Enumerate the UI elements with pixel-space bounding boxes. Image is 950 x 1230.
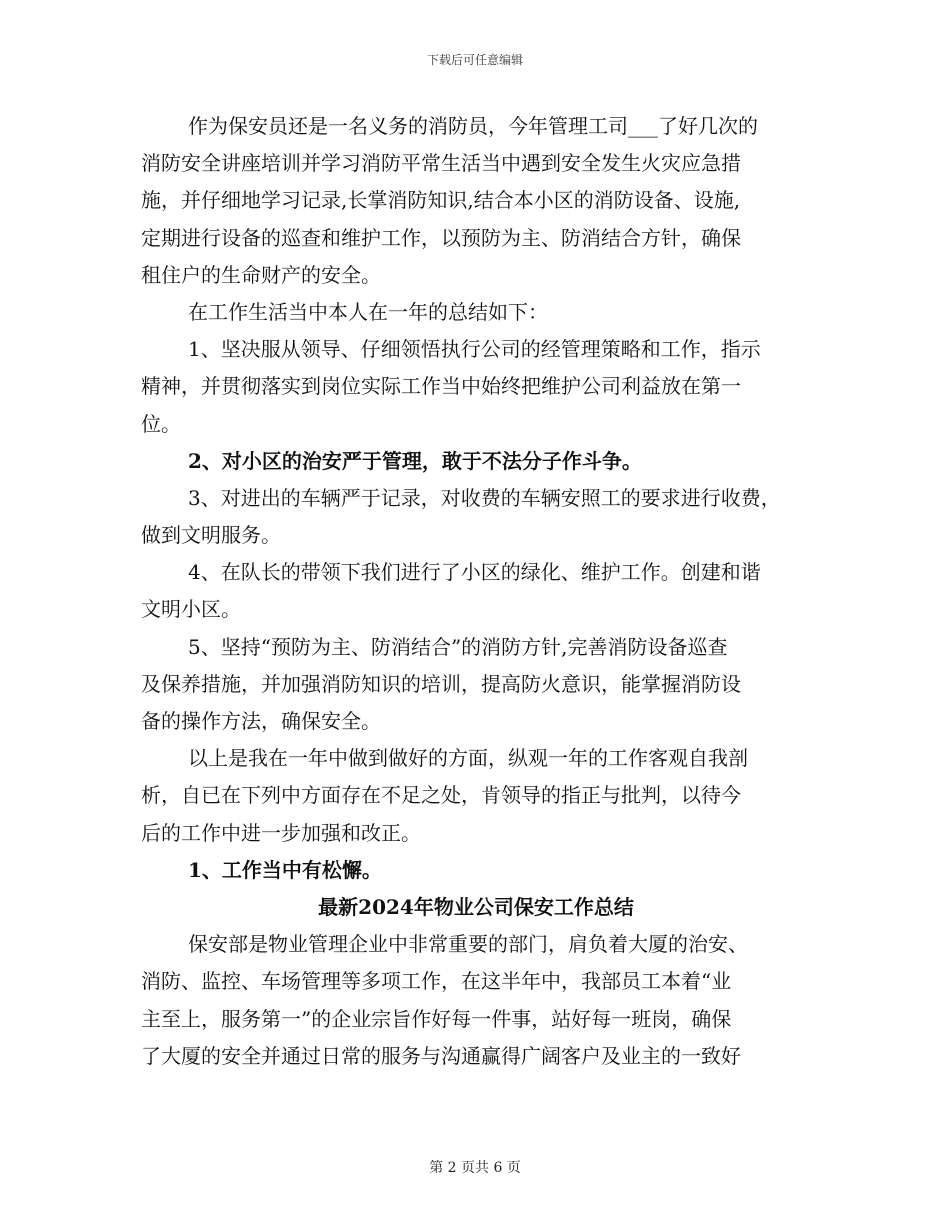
page-header: 下载后可任意编辑 bbox=[426, 53, 523, 67]
list-item-bold: 2、对小区的治安严于管理，敢于不法分子作斗争。 bbox=[188, 448, 642, 473]
paragraph-line: 消防安全讲座培训并学习消防平常生活当中遇到安全发生火灾应急措 bbox=[141, 151, 741, 176]
paragraph-line: 析，自已在下列中方面存在不足之处，肯领导的指正与批判，以待今 bbox=[141, 783, 741, 808]
list-item-bold: 1、工作当中有松懈。 bbox=[188, 857, 382, 882]
list-item-line: 4、在队长的带领下我们进行了小区的绿化、维护工作。创建和谐 bbox=[188, 560, 761, 585]
paragraph-line: 定期进行设备的巡查和维护工作，以预防为主、防消结合方针，确保 bbox=[141, 225, 741, 250]
list-item-line: 位。 bbox=[141, 411, 181, 436]
list-item-line: 精神，并贯彻落实到岗位实际工作当中始终把维护公司利益放在第一 bbox=[141, 374, 741, 399]
list-item-line: 及保养措施，并加强消防知识的培训，提高防火意识，能掌握消防设 bbox=[141, 671, 741, 696]
list-item-line: 文明小区。 bbox=[141, 597, 241, 622]
paragraph-line: 在工作生活当中本人在一年的总结如下： bbox=[188, 299, 548, 324]
paragraph-line: 以上是我在一年中做到做好的方面，纵观一年的工作客观自我剖 bbox=[188, 746, 748, 771]
paragraph-line: 主至上，服务第一”的企业宗旨作好每一件事，站好每一班岗，确保 bbox=[141, 1006, 732, 1031]
list-item-line: 5、坚持“预防为主、防消结合”的消防方针,完善消防设备巡查 bbox=[188, 634, 728, 659]
section-title: 最新2024年物业公司保安工作总结 bbox=[318, 894, 634, 919]
paragraph-line: 了大厦的安全并通过日常的服务与沟通赢得广阔客户及业主的一致好 bbox=[141, 1043, 741, 1068]
paragraph-line: 后的工作中进一步加强和改正。 bbox=[141, 820, 421, 845]
paragraph-line: 施，并仔细地学习记录,长掌消防知识,结合本小区的消防设备、设施, bbox=[141, 188, 741, 213]
paragraph-line: 作为保安员还是一名义务的消防员，今年管理工司___了好几次的 bbox=[188, 114, 758, 138]
list-item-line: 备的操作方法，确保安全。 bbox=[141, 709, 381, 733]
paragraph-line: 保安部是物业管理企业中非常重要的部门，肩负着大厦的治安、 bbox=[188, 932, 748, 957]
page-footer: 第 2 页共 6 页 bbox=[429, 1160, 521, 1176]
paragraph-line: 租住户的生命财产的安全。 bbox=[141, 262, 381, 287]
list-item-line: 1、坚决服从领导、仔细领悟执行公司的经管理策略和工作，指示 bbox=[188, 337, 761, 362]
list-item-line: 3、对进出的车辆严于记录，对收费的车辆安照工的要求进行收费， bbox=[188, 485, 781, 510]
paragraph-line: 消防、监控、车场管理等多项工作，在这半年中，我部员工本着“业 bbox=[141, 969, 732, 994]
list-item-line: 做到文明服务。 bbox=[141, 523, 281, 548]
document-body bbox=[141, 108, 811, 1075]
